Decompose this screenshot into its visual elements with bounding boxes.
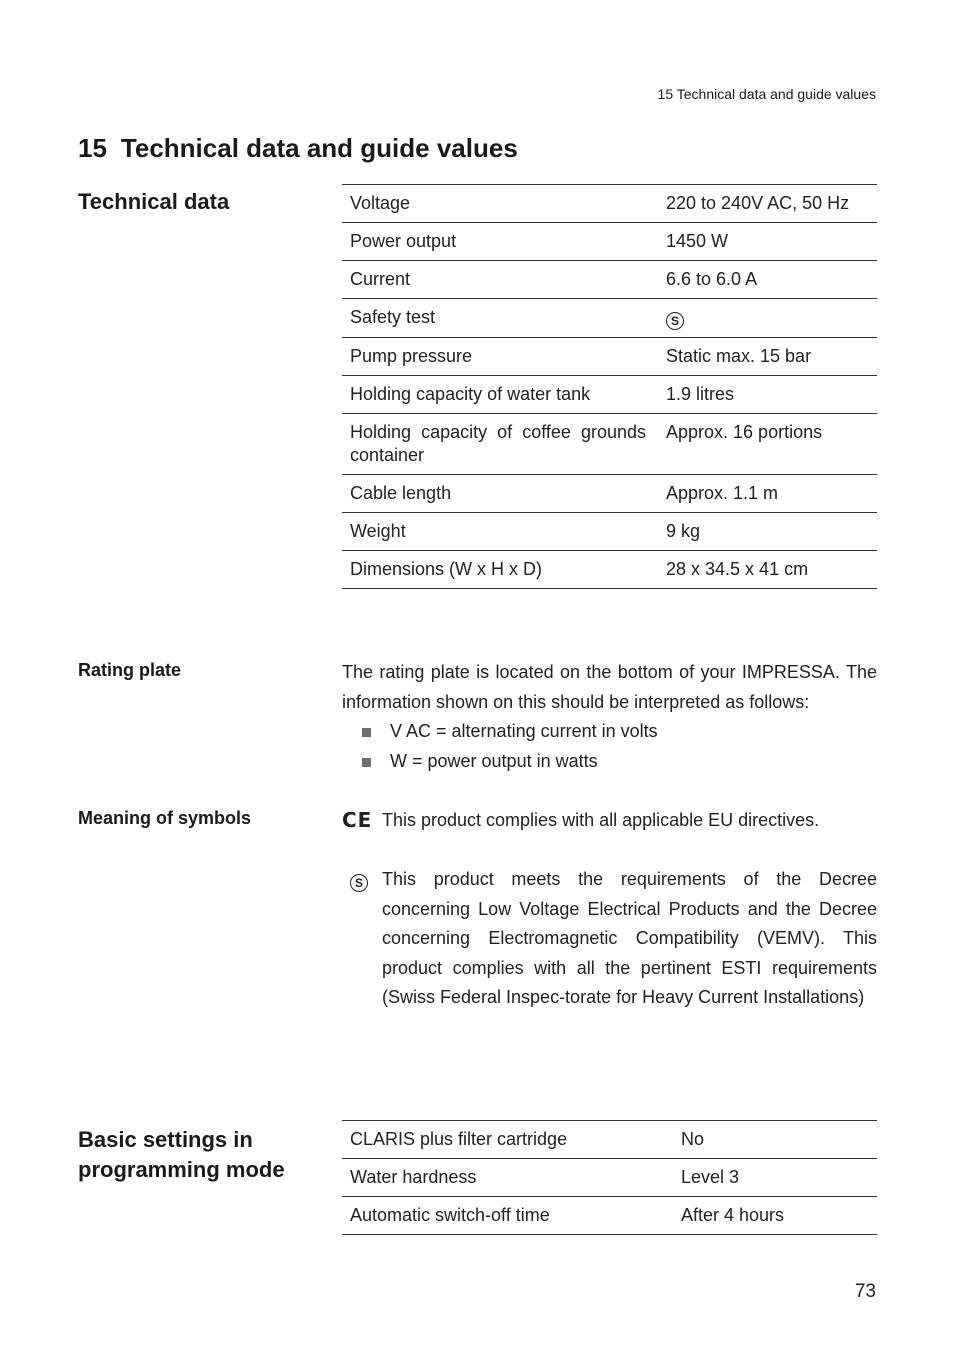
rating-plate-list — [342, 717, 877, 776]
row-label: Safety test — [342, 299, 658, 338]
technical-data-table — [342, 184, 877, 589]
row-label: Holding capacity of water tank — [342, 376, 658, 414]
row-label: Weight — [342, 513, 658, 551]
chapter-title — [78, 133, 518, 164]
row-value: No — [673, 1121, 877, 1159]
table-row — [342, 1159, 877, 1197]
basic-settings-table — [342, 1120, 877, 1235]
row-label: CLARIS plus filter cartridge — [342, 1121, 673, 1159]
row-label: Power output — [342, 223, 658, 261]
table-row — [342, 299, 877, 338]
ce-symbol-row — [342, 806, 877, 836]
safety-symbol-row — [342, 865, 877, 1013]
table-row — [342, 1197, 877, 1235]
row-value: 28 x 34.5 x 41 cm — [658, 551, 877, 589]
row-label: Water hardness — [342, 1159, 673, 1197]
page-number: 73 — [854, 1281, 876, 1302]
ce-description: This product complies with all applicable EU directives. — [382, 810, 820, 830]
row-value: Approx. 1.1 m — [658, 475, 877, 513]
row-value: 6.6 to 6.0 A — [658, 261, 877, 299]
row-label: Pump pressure — [342, 338, 658, 376]
ce-mark-icon: CE — [342, 808, 373, 832]
chapter-number: 15 — [78, 133, 107, 163]
row-value: After 4 hours — [673, 1197, 877, 1235]
table-row — [342, 185, 877, 223]
rating-plate-section — [342, 658, 877, 776]
row-label: Cable length — [342, 475, 658, 513]
row-label: Holding capacity of coffee grounds container — [342, 414, 658, 475]
running-header: 15 Technical data and guide values — [657, 86, 876, 102]
table-row — [342, 475, 877, 513]
row-value: Static max. 15 bar — [658, 338, 877, 376]
rating-plate-heading: Rating plate — [78, 660, 182, 680]
row-label: Dimensions (W x H x D) — [342, 551, 658, 589]
table-row — [342, 338, 877, 376]
row-value: 1.9 litres — [658, 376, 877, 414]
row-value: Approx. 16 portions — [658, 414, 877, 475]
table-row — [342, 1121, 877, 1159]
table-row — [342, 551, 877, 589]
table-row — [342, 513, 877, 551]
row-label: Current — [342, 261, 658, 299]
table-row — [342, 261, 877, 299]
row-value: 1450 W — [658, 223, 877, 261]
row-label: Automatic switch-off time — [342, 1197, 673, 1235]
row-value: 220 to 240V AC, 50 Hz — [658, 185, 877, 223]
list-item: V AC = alternating current in volts — [342, 717, 877, 747]
table-row — [342, 376, 877, 414]
safety-description: This product meets the requirements of the Decree concerning Low Voltage Electrical Products and the Decree concerning Electromagnetic Compatibility (VEMV). This product complies with all the pertinent ESTI requirements (Swiss Federal Inspec-torate for Heavy Current Installations) — [382, 869, 877, 1007]
basic-settings-heading: Basic settings in programming mode — [78, 1127, 285, 1182]
table-row — [342, 223, 877, 261]
row-value: Level 3 — [673, 1159, 877, 1197]
technical-data-heading: Technical data — [78, 189, 230, 214]
list-item: W = power output in watts — [342, 747, 877, 777]
rating-plate-intro: The rating plate is located on the bottom of your IMPRESSA. The information shown on this should be interpreted as follows: — [342, 662, 877, 712]
chapter-title-text: Technical data and guide values — [120, 133, 518, 163]
row-value: 9 kg — [658, 513, 877, 551]
table-row — [342, 414, 877, 475]
row-value — [658, 299, 877, 338]
swiss-safety-mark-icon: S — [342, 865, 382, 895]
row-label: Voltage — [342, 185, 658, 223]
symbols-heading: Meaning of symbols — [78, 808, 252, 828]
swiss-safety-mark-icon: S — [666, 312, 684, 330]
